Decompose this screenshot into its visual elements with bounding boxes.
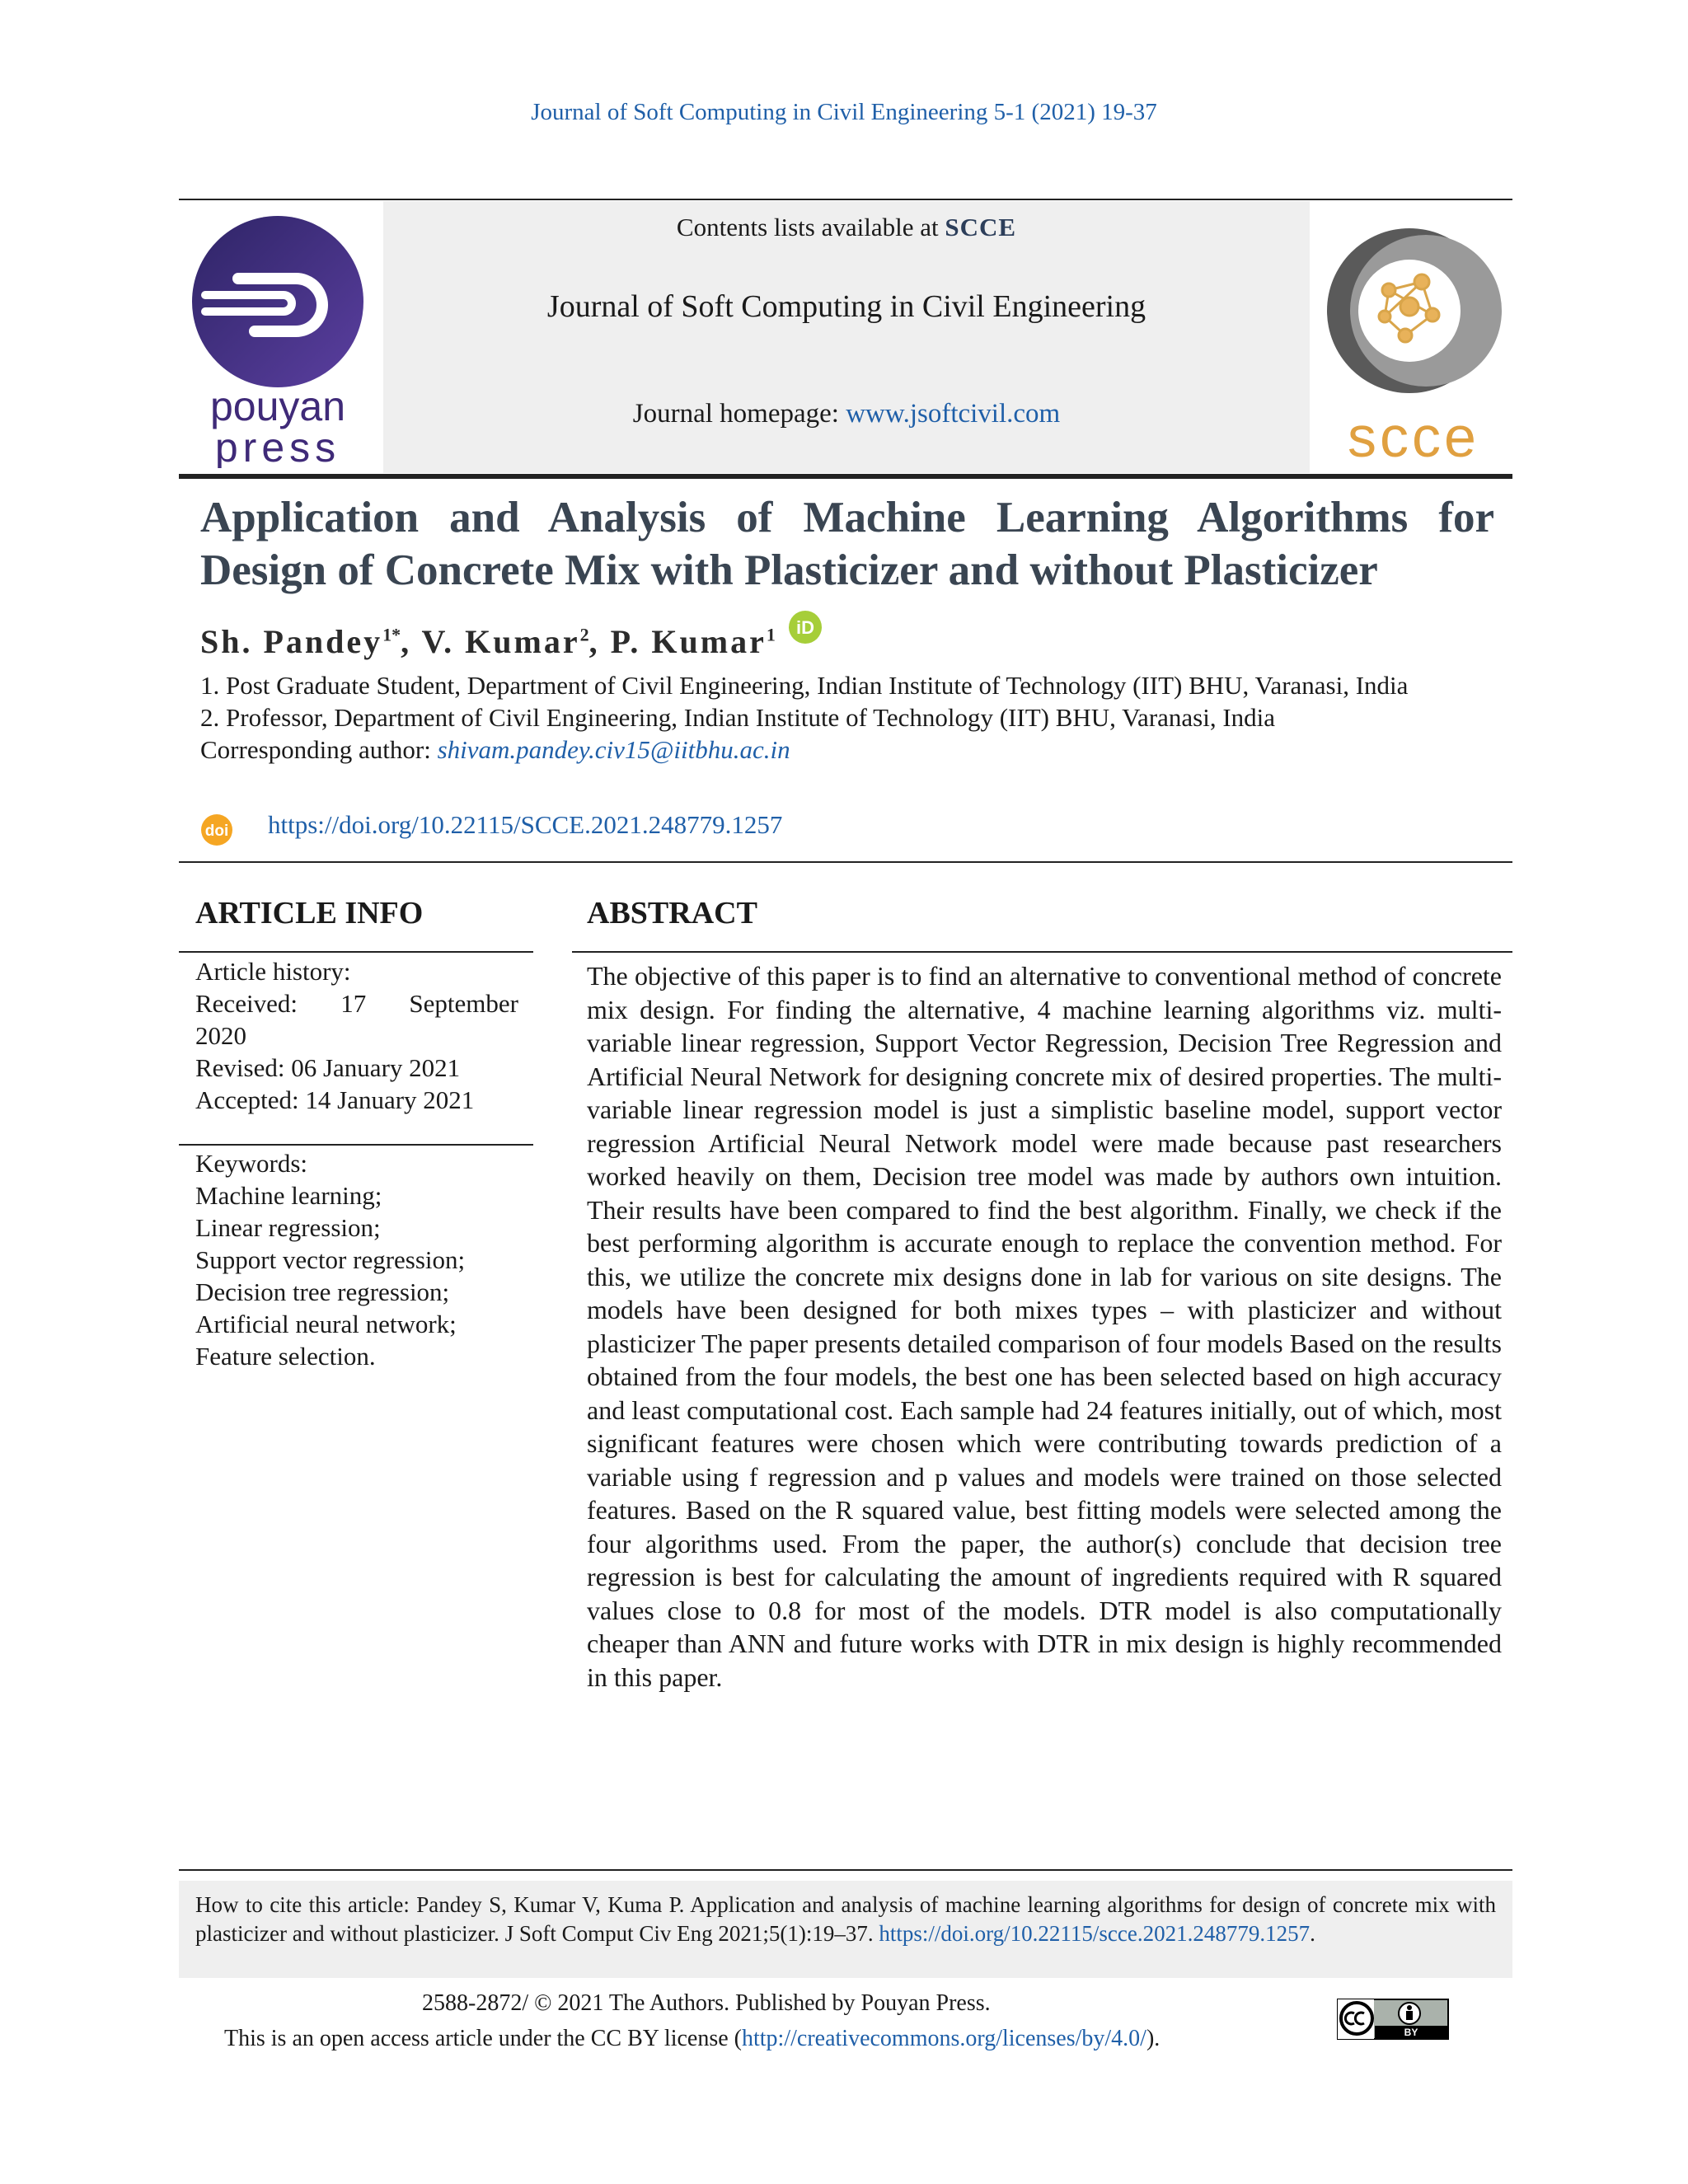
affiliation-1: 1. Post Graduate Student, Department of Civil Engineering, Indian Institute of Technology (IIT) BHU, Varanasi, India <box>200 671 1409 700</box>
citation-box <box>179 1881 1512 1978</box>
license-link[interactable]: http://creativecommons.org/licenses/by/4.0/ <box>742 2026 1146 2051</box>
keyword: Linear regression; <box>195 1213 381 1242</box>
svg-text:scce: scce <box>1348 405 1479 463</box>
author-name: P. Kumar <box>610 623 767 660</box>
homepage-link[interactable]: www.jsoftcivil.com <box>846 399 1061 429</box>
author-affil-mark: 2 <box>579 624 589 645</box>
banner-center <box>383 201 1310 473</box>
top-rule <box>179 199 1512 200</box>
journal-banner <box>179 201 1512 473</box>
article-title <box>200 491 1494 597</box>
author-affil-mark: 1* <box>382 624 401 645</box>
journal-homepage: Journal homepage: www.jsoftcivil.com <box>632 399 1061 429</box>
keyword: Decision tree regression; <box>195 1277 450 1306</box>
svg-text:BY: BY <box>1404 2027 1418 2038</box>
author-name: V. Kumar <box>421 623 580 660</box>
keywords-rule <box>179 1144 533 1146</box>
affiliation-2: 2. Professor, Department of Civil Engineering, Indian Institute of Technology (IIT) BHU, Varanasi, India <box>200 703 1276 732</box>
orcid-icon[interactable] <box>788 610 823 653</box>
author-list: Sh. Pandey$^{1*}$, V. Kumar$^2$, P. Kumar$^1$ iD <box>200 610 823 661</box>
author-name: Sh. Pandey <box>200 623 383 660</box>
svg-text:pouyan: pouyan <box>209 383 346 429</box>
keyword: Machine learning; <box>195 1181 382 1210</box>
history-label: Article history: <box>195 957 351 986</box>
corresponding-author: Corresponding author: shivam.pandey.civ15@iitbhu.ac.in <box>200 735 790 764</box>
contents-line: Contents lists available at SCCE <box>676 213 1017 241</box>
doi-link[interactable]: https://doi.org/10.22115/SCCE.2021.248779.1257 <box>268 810 783 839</box>
svg-text:iD: iD <box>795 617 814 638</box>
article-info-rule <box>179 951 533 953</box>
revised-date: Revised: 06 January 2021 <box>195 1053 461 1082</box>
received-line: Received: 17 September <box>195 989 518 1018</box>
copyright-line: 2588-2872/ © 2021 The Authors. Published by Pouyan Press. <box>422 1990 991 2016</box>
title-line-2: Design of Concrete Mix with Plasticizer and without Plasticizer <box>200 546 1378 594</box>
corresponding-email-link[interactable]: shivam.pandey.civ15@iitbhu.ac.in <box>437 735 790 764</box>
doi-icon <box>198 813 236 853</box>
author-affil-mark: 1 <box>766 624 776 645</box>
svg-text:press: press <box>214 424 341 468</box>
running-head: Journal of Soft Computing in Civil Engineering 5-1 (2021) 19-37 <box>531 99 1157 125</box>
cc-by-license-icon[interactable] <box>1337 1999 1449 2044</box>
abstract-bottom-rule <box>179 1869 1512 1871</box>
citation-text: How to cite this article: Pandey S, Kumar V, Kuma P. Application and analysis of machine learning algorithms for design of concrete mix with plasticizer and without plasticizer. J Soft Comput Civ Eng 2021;5(1):19–37. https://doi.org/10.22115/scce.2021.248779.1257. <box>195 1892 1496 1946</box>
journal-name: Journal of Soft Computing in Civil Engineering <box>546 289 1146 324</box>
header-bottom-rule <box>179 861 1512 863</box>
article-info-heading: ARTICLE INFO <box>195 896 424 930</box>
title-line-1: Application and Analysis of Machine Learning Algorithms for <box>200 494 1494 541</box>
abstract-heading: ABSTRACT <box>587 896 757 930</box>
scce-logo <box>1319 224 1508 463</box>
license-line: This is an open access article under the CC BY license (http://creativecommons.org/licenses/by/4.0/). <box>224 2026 1160 2051</box>
keyword: Support vector regression; <box>195 1245 466 1274</box>
keywords-block <box>195 1147 525 1372</box>
svg-text:doi: doi <box>204 823 229 840</box>
received-year: 2020 <box>195 1021 246 1050</box>
banner-bottom-rule <box>179 474 1512 479</box>
keyword: Artificial neural network; <box>195 1310 457 1338</box>
scce-brand: SCCE <box>945 213 1017 241</box>
accepted-date: Accepted: 14 January 2021 <box>195 1085 475 1114</box>
abstract-text: The objective of this paper is to find an alternative to conventional method of concrete mix design. For finding the alternative, 4 machine learning algorithms viz. multi-variable linear regression, Support Vector Regression, Decision Tree Regression and Artificial Neural Network for designing concrete mix of desired properties. The multi-variable linear regression model is just a simplistic baseline model, support vector regression Artificial Neural Network model were made because past researchers worked heavily on them, Decision tree model was made by authors own intuition. Their results have been compared to find the best algorithm. Finally, we check if the best performing algorithm is accurate enough to replace the convention method. For this, we utilize the concrete mix designs done in lab for various on site designs. The models have been designed for both mixes types – with plasticizer and without plasticizer The paper presents detailed comparison of four models Based on the results obtained from the four models, the best one has been selected based on high accuracy and least computational cost. Each sample had 24 features initially, out of which, most significant features were chosen which were contributing towards prediction of a variable using f regression and p values and models were trained on those selected features. Based on the R squared value, best fitting models were selected among the four algorithms used. From the paper, the author(s) conclude that decision tree regression is best for calculating the amount of ingredients required with R squared values close to 0.8 for most of the models. DTR model is also computationally cheaper than ANN and future works with DTR in mix design is highly recommended in this paper. <box>587 961 1502 1692</box>
keywords-label: Keywords: <box>195 1149 308 1178</box>
article-history <box>195 955 518 1116</box>
pouyan-press-logo <box>189 213 370 468</box>
keyword: Feature selection. <box>195 1342 376 1371</box>
affiliations <box>200 669 1496 766</box>
abstract-rule <box>572 951 1512 953</box>
citation-doi-link[interactable]: https://doi.org/10.22115/scce.2021.248779.1257 <box>879 1921 1311 1946</box>
